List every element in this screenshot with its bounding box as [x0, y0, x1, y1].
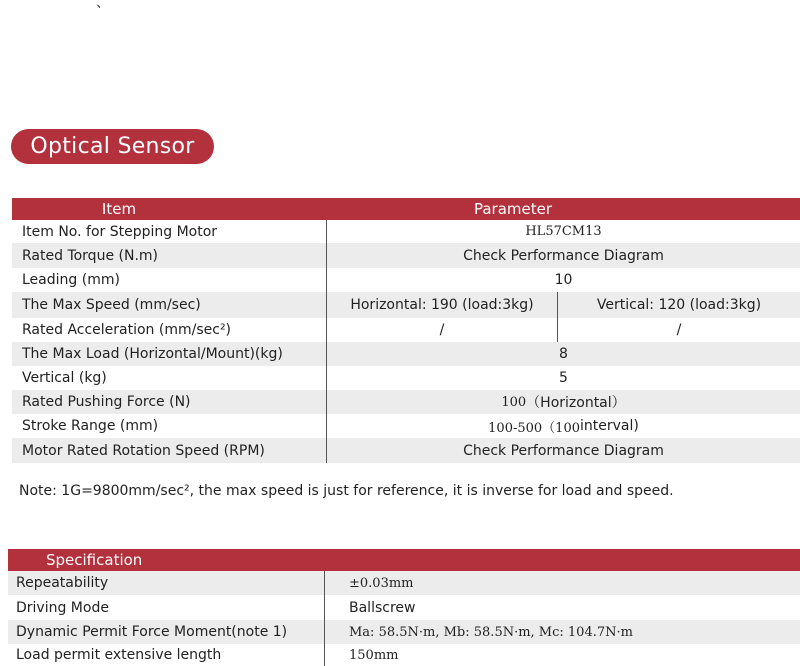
row-label: Load permit extensive length	[16, 647, 222, 663]
row-label: Rated Acceleration (mm/sec²)	[22, 322, 232, 338]
row-value-horizontal: /	[327, 318, 558, 342]
row-value-horizontal: Horizontal: 190 (load:3kg)	[327, 292, 558, 318]
table-row	[12, 268, 800, 292]
table-row	[12, 438, 800, 463]
row-label: Rated Torque (N.m)	[22, 247, 158, 264]
row-value-number: 100-500（100	[488, 420, 580, 436]
table-row	[12, 342, 800, 366]
row-label: Item No. for Stepping Motor	[22, 223, 218, 240]
row-value-vertical: /	[676, 322, 682, 338]
parameter-table	[12, 198, 800, 463]
header-parameter: Parameter	[473, 200, 553, 218]
row-label: Motor Rated Rotation Speed (RPM)	[22, 442, 265, 459]
row-value: 5	[326, 366, 800, 390]
row-value: Ballscrew	[324, 595, 800, 620]
top-text-fragment: 、	[96, 0, 110, 10]
header-item: Item	[101, 200, 137, 218]
row-value	[326, 292, 800, 318]
row-value	[326, 390, 800, 414]
row-label: Stroke Range (mm)	[22, 418, 159, 434]
row-value: Check Performance Diagram	[326, 243, 800, 268]
row-value-text: （Horizontal）	[526, 395, 626, 411]
row-value: 8	[326, 342, 800, 366]
table-row	[12, 220, 800, 243]
row-label: Rated Pushing Force (N)	[22, 394, 191, 410]
section-title-badge: Optical Sensor	[11, 129, 214, 164]
specification-header: Specification	[8, 549, 800, 571]
row-value	[326, 318, 800, 342]
table-row	[12, 414, 800, 438]
row-value: 150mm	[324, 644, 800, 666]
row-label: Leading (mm)	[22, 272, 120, 288]
row-label: The Max Load (Horizontal/Mount)(kg)	[22, 346, 283, 362]
table-row	[12, 243, 800, 268]
row-label: Dynamic Permit Force Moment(note 1)	[16, 624, 288, 640]
row-value: Check Performance Diagram	[326, 438, 800, 463]
row-value-number: 100	[501, 394, 527, 410]
row-value: ±0.03mm	[324, 571, 800, 595]
parameter-table-header	[12, 198, 800, 220]
specification-table	[8, 549, 800, 666]
table-row	[12, 390, 800, 414]
row-value-text: interval)	[580, 418, 639, 434]
table-row	[12, 292, 800, 318]
row-value: HL57CM13	[326, 220, 800, 243]
row-value-vertical: Vertical: 120 (load:3kg)	[596, 297, 762, 313]
footnote: Note: 1G=9800mm/sec², the max speed is just for reference, it is inverse for load and speed.	[19, 483, 674, 499]
row-value: Ma: 58.5N·m, Mb: 58.5N·m, Mc: 104.7N·m	[324, 620, 800, 644]
table-row	[8, 620, 800, 644]
table-row	[8, 571, 800, 595]
row-value: 10	[326, 268, 800, 292]
row-label: Vertical (kg)	[22, 370, 107, 386]
row-label: Driving Mode	[16, 599, 109, 616]
table-row	[8, 644, 800, 666]
row-label: Repeatability	[16, 575, 109, 591]
row-label: The Max Speed (mm/sec)	[22, 297, 201, 313]
table-row	[12, 366, 800, 390]
table-row	[12, 318, 800, 342]
row-value	[326, 414, 800, 438]
table-row	[8, 595, 800, 620]
